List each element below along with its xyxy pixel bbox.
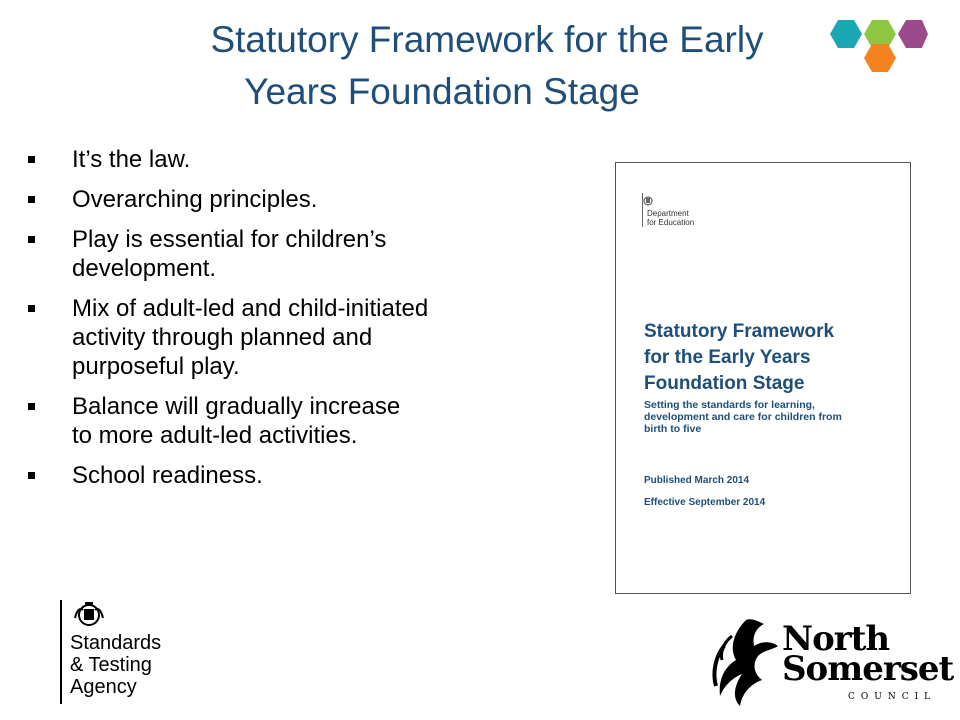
slide-title [0, 14, 960, 118]
bullet-text: Overarching principles. [72, 186, 318, 213]
north-somerset-emblem-icon [706, 616, 780, 708]
ns-council-text: COUNCIL [848, 692, 937, 702]
ns-north-text: North [782, 619, 890, 659]
square-bullet-icon [28, 196, 35, 203]
document-cover-image [615, 162, 911, 594]
royal-crest-icon [72, 600, 106, 630]
bullet-text: Mix of adult-led and child-initiated activity through planned and purposeful play. [72, 295, 429, 380]
bullet-text: Balance will gradually increase to more adult-led activities. [72, 393, 401, 449]
department-label: Department for Education [642, 193, 694, 227]
bullet-text: Play is essential for children’s development. [72, 226, 387, 282]
document-subtitle: Setting the standards for learning, development and care for children from birth to five [644, 399, 842, 435]
list-item [26, 145, 526, 174]
bullet-text: It’s the law. [72, 146, 191, 173]
square-bullet-icon [28, 472, 35, 479]
hexagon-purple [898, 20, 928, 48]
sta-logo [60, 600, 161, 704]
hexagon-teal [830, 20, 862, 48]
sta-name: Standards & Testing Agency [70, 632, 162, 698]
square-bullet-icon [28, 236, 35, 243]
list-item [26, 461, 526, 490]
document-title: Statutory Framework for the Early Years Foundation Stage [644, 321, 835, 394]
north-somerset-logo [704, 614, 954, 710]
hexagon-orange [864, 44, 896, 72]
effective-date: Effective September 2014 [644, 497, 766, 508]
list-item [26, 185, 526, 214]
ns-somerset-text: Somerset [782, 649, 954, 689]
hexagon-green [864, 20, 896, 48]
square-bullet-icon [28, 305, 35, 312]
list-item [26, 392, 526, 450]
slide-title-line2: Years Foundation Stage [244, 71, 640, 112]
square-bullet-icon [28, 156, 35, 163]
bullet-list [26, 145, 526, 501]
slide-title-line1: Statutory Framework for the Early [210, 19, 764, 60]
list-item [26, 294, 526, 381]
published-date: Published March 2014 [644, 475, 750, 486]
square-bullet-icon [28, 403, 35, 410]
bullet-text: School readiness. [72, 462, 263, 489]
list-item [26, 225, 526, 283]
hexagon-cluster-logo-icon [828, 16, 928, 76]
